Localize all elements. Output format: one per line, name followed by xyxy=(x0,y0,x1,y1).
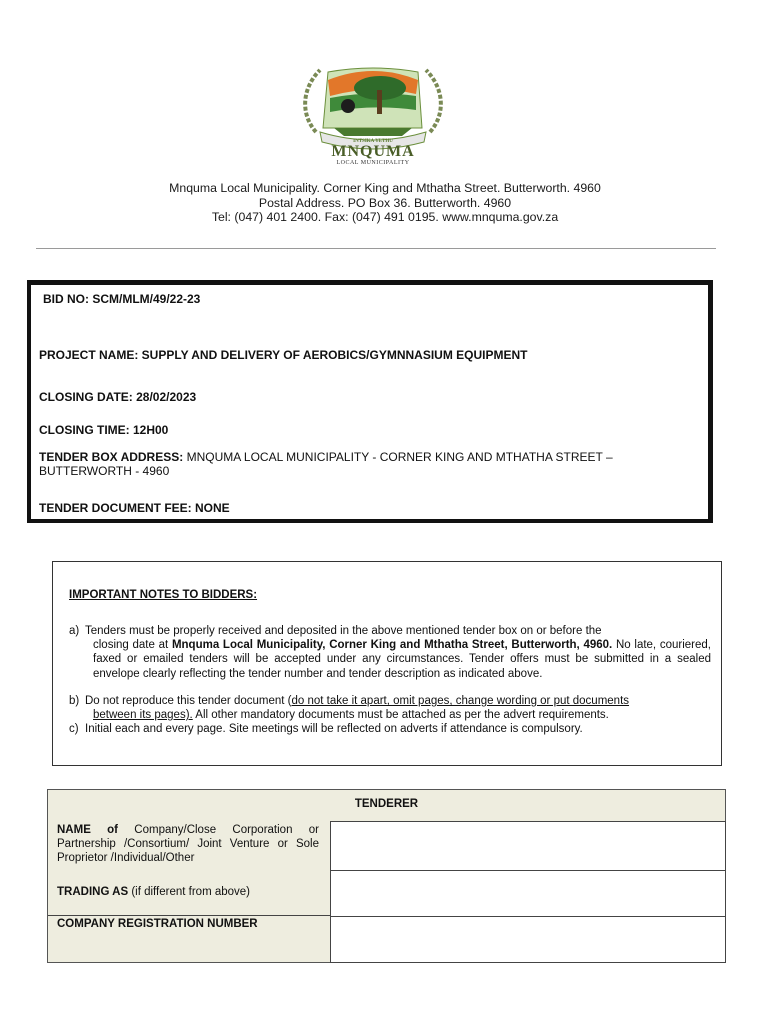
tenderer-table xyxy=(47,789,726,963)
project-name: PROJECT NAME: SUPPLY AND DELIVERY OF AEROBICS/GYMNNASIUM EQUIPMENT xyxy=(39,348,528,362)
trading-as-rest: (if different from above) xyxy=(128,886,251,898)
note-b xyxy=(69,694,711,722)
note-a-text3: No late, couriered, faxed or emailed tenders will be accepted under any circumstances. Tender offers must be submitted in a sealed envelope clearly reflecting the tender number and tender description as indicated above. xyxy=(93,639,711,680)
header-divider xyxy=(36,248,716,249)
closing-time: CLOSING TIME: 12H00 xyxy=(39,423,169,437)
note-c-label: c) xyxy=(69,723,79,735)
notes-title: IMPORTANT NOTES TO BIDDERS: xyxy=(69,589,258,601)
note-a xyxy=(69,624,711,681)
name-label-bold: NAME of xyxy=(57,824,118,836)
tender-box-address xyxy=(39,450,668,478)
name-label xyxy=(57,824,319,865)
trading-as-label xyxy=(57,886,319,900)
trading-as-input-cell[interactable] xyxy=(330,870,726,917)
note-b-label: b) xyxy=(69,695,80,707)
logo-subtitle: LOCAL MUNICIPALITY xyxy=(336,160,410,166)
registration-label: COMPANY REGISTRATION NUMBER xyxy=(57,918,258,930)
row-divider xyxy=(48,915,330,916)
note-b-underline1: do not take it apart, omit pages, change wording or put documents xyxy=(291,695,630,707)
closing-date: CLOSING DATE: 28/02/2023 xyxy=(39,390,197,404)
contact-line: Tel: (047) 401 2400. Fax: (047) 491 0195. www.mnquma.gov.za xyxy=(211,210,559,224)
address-header xyxy=(0,181,770,225)
municipality-logo xyxy=(298,62,448,166)
name-input-cell[interactable] xyxy=(330,821,726,871)
note-c xyxy=(69,722,711,736)
tender-box-value: MNQUMA LOCAL MUNICIPALITY - CORNER KING AND MTHATHA STREET – BUTTERWORTH - 4960 xyxy=(39,450,613,478)
trading-as-bold: TRADING AS xyxy=(57,886,129,898)
note-a-text2: closing date at xyxy=(93,639,172,652)
logo-ribbon: INTSIKA YETHU xyxy=(353,139,393,144)
note-b-text1: Do not reproduce this tender document ( xyxy=(85,695,292,707)
tenderer-heading: TENDERER xyxy=(354,798,419,810)
logo-name: MNQUMA xyxy=(331,143,415,160)
tender-box-label: TENDER BOX ADDRESS: xyxy=(39,450,184,464)
note-a-bold: Mnquma Local Municipality, Corner King and Mthatha Street, Butterworth, 4960. xyxy=(171,639,613,652)
note-b-text2: All other mandatory documents must be attached as per the advert requirements. xyxy=(192,709,609,722)
document-fee: TENDER DOCUMENT FEE: NONE xyxy=(39,501,230,515)
name-label-rest: Company/Close Corporation or Partnership /Consortium/ Joint Venture or Sole Proprietor /Individual/Other xyxy=(57,824,319,864)
note-c-text: Initial each and every page. Site meetings will be reflected on adverts if attendance is compulsory. xyxy=(85,723,583,735)
note-a-text1: Tenders must be properly received and deposited in the above mentioned tender box on or before the xyxy=(85,625,602,637)
address-line: Mnquma Local Municipality. Corner King and Mthatha Street. Butterworth. 4960 xyxy=(169,181,601,195)
bid-details-box xyxy=(27,280,713,523)
important-notes-box xyxy=(52,561,722,766)
registration-input-cell[interactable] xyxy=(330,916,726,963)
postal-line: Postal Address. PO Box 36. Butterworth. 4960 xyxy=(258,195,512,210)
note-a-label: a) xyxy=(69,625,80,637)
bid-number: BID NO: SCM/MLM/49/22-23 xyxy=(43,292,201,306)
note-b-underline2: between its pages). xyxy=(93,709,193,722)
